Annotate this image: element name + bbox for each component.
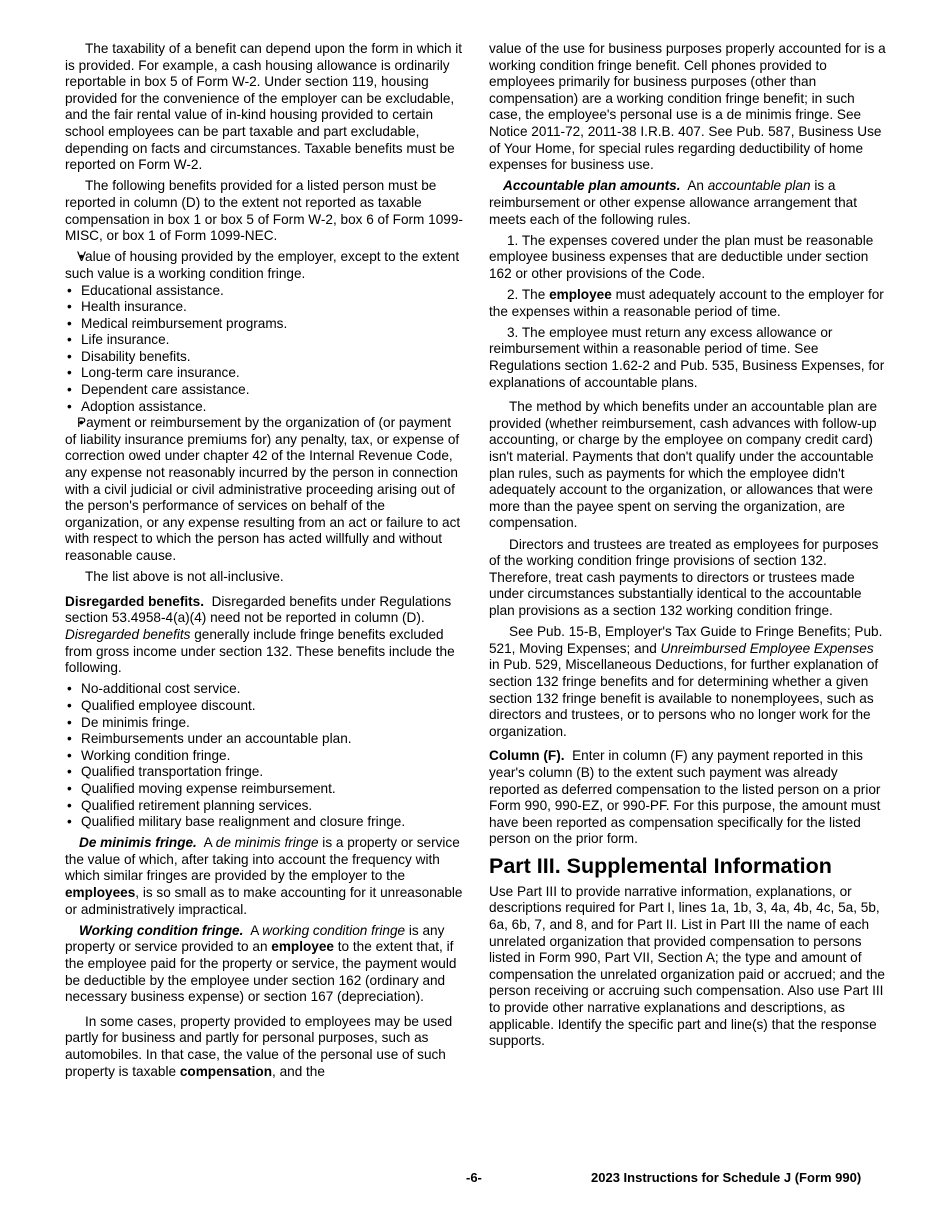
right-column xyxy=(489,41,887,1054)
continued-paragraph: value of the use for business purposes properly accounted for is a working condition fringe benefit. Cell phones provided to employees primarily for business purposes (other than compensation) are a working condition fringe benefit; in such case, the employee's personal use is a de minimis fringe. See Notice 2011-72, 2011-38 I.R.B. 407. See Pub. 587, Business Use of Your Home, for special rules regarding deductibility of home expenses for business use. xyxy=(489,41,886,173)
rule-3: 3. The employee must return any excess allowance or reimbursement within a reasonable period of time. See Regulations section 1.62-2 and Pub. 535, Business Expenses, for explanations of accountable plans. xyxy=(489,324,885,390)
list-item: • Educational assistance. xyxy=(65,283,463,300)
list-item: • Adoption assistance. xyxy=(65,399,463,416)
disregarded-benefits-list xyxy=(65,681,463,830)
list-item: • Qualified transportation fringe. xyxy=(65,764,463,781)
part-iii-body: Use Part III to provide narrative information, explanations, or descriptions required for Part I, lines 1a, 1b, 3, 4a, 4b, 4c, 5a, 5b, 6a, 6b, 7, and 8, and for Part II. List in Part III the name of each unrelated organization that provided compensation to persons listed in Form 990, Part VII, Section A; the type and amount of compensation the unrelated organization paid or accrued; and the person receiving or accruing such compensation. Also use Part III to provide other narrative explanations and descriptions, as applicable. Identify the specific part and line(s) that the response supports. xyxy=(489,883,885,1049)
part-iii-title: Part III. Supplemental Information xyxy=(489,853,832,878)
accountable-plan-paragraph: Accountable plan amounts. An accountable plan is a reimbursement or other expense allowance arrangement that meets each of the following rules. xyxy=(489,178,857,227)
list-item: • Working condition fringe. xyxy=(65,748,463,765)
working-condition-paragraph: Working condition fringe. A working condition fringe is any property or service provided to an employee to the extent that, if the employee paid for the property or service, the payment would be deductible by the employee under section 162 (ordinary and necessary business expense) or section 167 (depreciation). xyxy=(65,922,457,1005)
list-item: • Dependent care assistance. xyxy=(65,382,463,399)
list-item: • Disability benefits. xyxy=(65,349,463,366)
list-item: • Qualified retirement planning services. xyxy=(65,798,463,815)
list-item: • Health insurance. xyxy=(65,299,463,316)
accountable-plan-heading: Accountable plan amounts. xyxy=(503,178,681,194)
rule-2: 2. The employee must adequately account to the employer for the expenses within a reasonable period of time. xyxy=(489,287,884,319)
document-title-footer: 2023 Instructions for Schedule J (Form 990) xyxy=(591,1170,862,1185)
method-paragraph: The method by which benefits under an accountable plan are provided (whether reimbursement, cash advances with follow-up accounting, or charge by the employee on company credit card) isn't material. Payments that don't qualify under the accountable plan rules, such as payments for which the employee didn't adequately account to the organization, or allowances that were more than the payee spent on serving the organization, are compensation. xyxy=(489,399,878,531)
column-f-heading: Column (F). xyxy=(489,748,565,764)
list-item: • Value of housing provided by the employer, except to the extent such value is a working condition fringe. xyxy=(65,249,463,282)
not-all-inclusive-note: The list above is not all-inclusive. xyxy=(85,569,284,585)
list-item: • Qualified moving expense reimbursement. xyxy=(65,781,463,798)
page-number: -6- xyxy=(466,1170,482,1185)
disregarded-benefits-heading: Disregarded benefits. xyxy=(65,593,204,609)
see-pubs-paragraph: See Pub. 15-B, Employer's Tax Guide to Fringe Benefits; Pub. 521, Moving Expenses; and Unreimbursed Employee Expenses in Pub. 529, Miscellaneous Deductions, for further explanation of section 132 fringe benefits and for determining whether a given section 132 fringe benefit is available to nonemployees, such as directors and trustees, or to persons who no longer work for the organization. xyxy=(489,624,883,739)
directors-paragraph: Directors and trustees are treated as employees for purposes of the working condition fringe provisions of section 132. Therefore, treat cash payments to directors or trustees made under circumstances substantially identical to the accountable plan provisions as a section 132 working condition fringe. xyxy=(489,536,879,618)
working-condition-heading: Working condition fringe. xyxy=(79,922,244,938)
de-minimis-paragraph: De minimis fringe. A de minimis fringe is a property or service the value of which, after taking into account the frequency with which similar fringes are provided by the employer to the employees, is so small as to make accounting for it unreasonable or administratively impractical. xyxy=(65,835,463,917)
listed-benefits-list xyxy=(65,249,463,564)
list-item: • Qualified employee discount. xyxy=(65,698,463,715)
taxability-paragraph: The taxability of a benefit can depend upon the form in which it is provided. For example, a cash housing allowance is ordinarily reportable in box 5 of Form W-2. Under section 119, housing provided for the convenience of the employer can be excludable, and the fair rental value of in-kind housing provided to certain school employees can be part taxable and part excludable, depending on facts and circumstances. Taxable benefits must be reported on Form W-2. xyxy=(65,41,463,173)
list-item: • Reimbursements under an accountable plan. xyxy=(65,731,463,748)
list-item: • Life insurance. xyxy=(65,332,463,349)
mixed-use-paragraph: In some cases, property provided to employees may be used partly for business and partly for personal purposes, such as automobiles. In that case, the value of the personal use of such property is taxable compensation, and the xyxy=(65,1013,453,1079)
disregarded-benefits-paragraph: Disregarded benefits. Disregarded benefits under Regulations section 53.4958-4(a)(4) need not be reported in column (D). Disregarded benefits generally include fringe benefits excluded from gross income under section 132. These benefits include the following. xyxy=(65,593,455,676)
list-item: • Qualified military base realignment and closure fringe. xyxy=(65,814,463,831)
listed-benefits-intro: The following benefits provided for a listed person must be reported in column (D) to the extent not reported as taxable compensation in box 1 or box 5 of Form W-2, box 6 of Form 1099-MISC, or box 1 of Form 1099-NEC. xyxy=(65,178,463,244)
list-item: • De minimis fringe. xyxy=(65,715,463,732)
de-minimis-heading: De minimis fringe. xyxy=(79,835,197,851)
left-column xyxy=(65,41,463,1085)
list-item: • Medical reimbursement programs. xyxy=(65,316,463,333)
column-f-paragraph: Column (F). Enter in column (F) any payment reported in this year's column (B) to the extent such payment was already reported as deferred compensation to the listed person on a prior Form 990, 990-EZ, or 990-PF. For this purpose, the amount must have been reported as compensation specifically for the listed person on the prior form. xyxy=(489,748,881,847)
rule-1: 1. The expenses covered under the plan must be reasonable employee business expenses that are deductible under section 162 or other provisions of the Code. xyxy=(489,232,874,281)
list-item: • Payment or reimbursement by the organization of (or payment of liability insurance premiums for) any penalty, tax, or expense of correction owed under chapter 42 of the Internal Revenue Code, any expense not reasonably incurred by the person in connection with a civil judicial or civil administrative proceeding arising out of the person's performance of services on behalf of the organization, or any expense resulting from an act or failure to act with respect to which the person has acted willfully and without reasonable cause. xyxy=(65,415,463,564)
list-item: • Long-term care insurance. xyxy=(65,365,463,382)
list-item: • No-additional cost service. xyxy=(65,681,463,698)
